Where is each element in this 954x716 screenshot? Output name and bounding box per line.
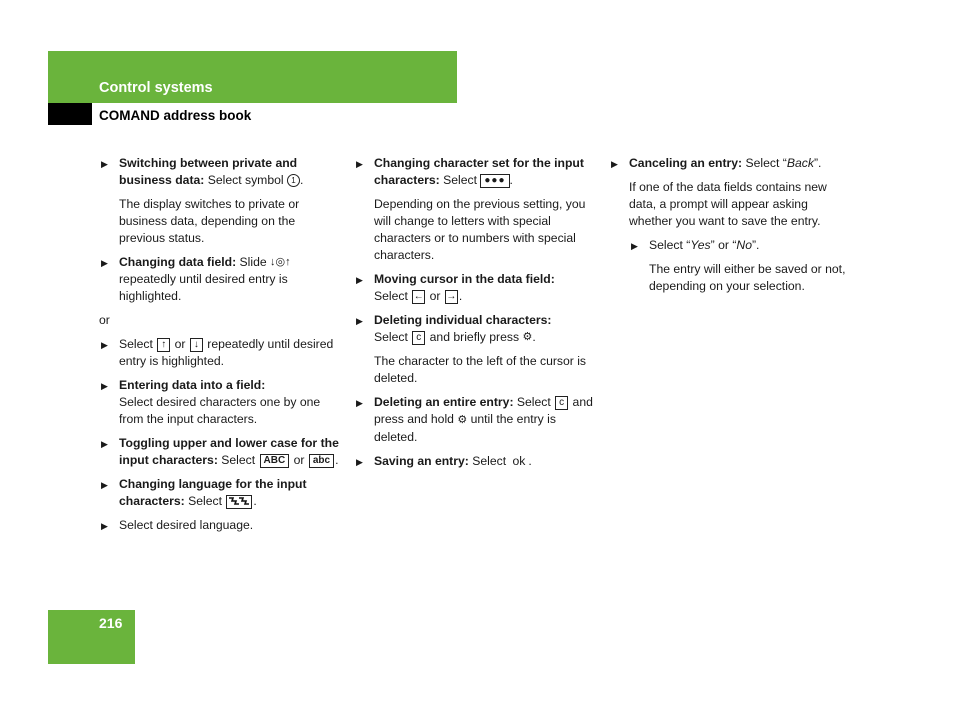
punct: . [528,453,532,468]
press-knob-icon: ⚙ [522,331,533,344]
flag-icon-graphic [228,496,250,507]
step-heading: Entering data into a field: [119,378,266,393]
paragraph: If one of the data fields contains new data, a prompt will appear asking whether you want to save the entry. [629,180,827,228]
punct: . [532,330,536,344]
paragraph: The entry will either be saved or not, depending on your selection. [649,262,846,293]
punct: . [335,453,339,468]
step-heading: Changing data field: [119,255,237,269]
no-label: No [736,238,752,252]
column-1 [99,155,344,541]
column-2 [354,155,599,477]
step-toggle-case [99,435,344,469]
step-text: until the entry is deleted. [374,412,556,444]
step-text: or [426,289,444,303]
punct: . [253,494,257,509]
press-knob-icon: ⚙ [457,413,468,426]
step-delete-entry [354,394,599,445]
step-text: Select [513,395,555,410]
step-heading: Switching between private and business data: [119,156,298,187]
step-save-entry [354,453,599,470]
clear-key: c [555,396,568,410]
step-heading: Saving an entry: [374,453,469,468]
step-text: Select [374,289,412,303]
step-cancel-entry [609,155,854,172]
arrow-left-icon: ← [413,290,424,302]
punct: ”. [813,156,822,170]
step-heading: Changing character set for the input characters: [374,156,584,187]
paragraph: Depending on the previous setting, you will change to letters with special characters or to numbers with special characters. [374,197,586,262]
step-heading: Deleting an entire entry: [374,395,514,410]
step-change-charset [354,155,599,189]
yes-label: Yes [690,238,711,252]
step-enter-data [99,377,344,428]
step-text: Select desired characters one by one from the input characters. [119,395,321,427]
step-delete-characters [354,312,599,346]
arrow-down-icon: ↓ [190,338,203,352]
step-heading: Changing language for the input characters: [119,477,307,509]
bullet-icon: ▶ [356,159,363,169]
bullet-icon: ▶ [356,456,363,467]
clear-key: c [412,331,425,345]
bullet-icon: ▶ [101,258,108,268]
step-text: repeatedly until desired entry is highlighted. [119,272,288,304]
step-text: or [290,453,308,468]
slide-controller-icon: ↓◎↑ [270,256,291,269]
paragraph: The display switches to private or business data, depending on the previous status. [119,197,300,245]
step-text: and briefly press [426,330,523,344]
section-title: Control systems [99,80,213,96]
bullet-icon: ▶ [356,398,363,409]
step-text: Select desired language. [119,518,254,533]
bullet-icon: ▶ [631,241,638,251]
step-switch-private-business [99,155,344,189]
step-text: or [171,337,189,352]
page-subtitle: COMAND address book [99,108,252,123]
symbol-1-icon: 1 [287,174,300,187]
step-text: repeatedly until desired entry is highlighted. [119,337,334,369]
step-select-yes-no [629,237,854,254]
uppercase-key: ABC [260,454,290,468]
punct: . [509,173,513,187]
step-heading: Deleting individual characters: [374,313,552,327]
step-move-cursor [354,271,599,305]
step-heading: Canceling an entry: [629,156,743,170]
section-tab-marker [48,103,92,125]
step-text: Select “ [649,238,691,252]
step-text: Select [217,453,259,468]
step-heading: Moving cursor in the data field: [374,272,555,286]
punct: . [299,173,304,187]
sub-step-container [609,237,854,295]
lowercase-key: abc [309,454,334,468]
bullet-icon: ▶ [101,439,108,450]
page-number: 216 [99,615,123,631]
step-text: Select symbol [204,173,287,187]
bullet-icon: ▶ [101,340,108,351]
arrow-right-icon: → [446,290,457,302]
bullet-icon: ▶ [356,275,363,285]
step-text: Slide [236,255,271,269]
bullet-icon: ▶ [611,159,618,169]
step-select-language [99,517,344,534]
step-text: Select [439,173,481,187]
bullet-icon: ▶ [101,159,108,169]
arrow-up-icon: ↑ [157,338,170,352]
step-text: Select [468,453,510,468]
step-change-data-field [99,254,344,305]
paragraph: The character to the left of the cursor is deleted. [374,354,587,386]
bullet-icon: ▶ [356,316,363,326]
column-3 [609,155,854,302]
step-text: and press and hold [374,395,593,427]
step-select-arrows [99,336,344,370]
bullet-icon: ▶ [101,381,108,392]
flag-icon [226,495,252,509]
punct: ”. [751,238,760,252]
bullet-icon: ▶ [101,480,108,491]
back-label: Back [786,156,814,170]
step-change-language [99,476,344,510]
charset-key: ●●● [480,174,509,188]
step-text: Select [119,337,157,352]
step-text: Select [184,494,226,509]
step-heading: Toggling upper and lower case for the input characters: [119,436,339,468]
ok-key: ok [512,453,526,468]
bullet-icon: ▶ [101,521,108,532]
step-text: Select “ [742,156,787,170]
punct: . [458,289,463,303]
step-text: Select [374,330,412,344]
or-text: or [99,313,110,328]
step-text: ” or “ [710,238,737,252]
